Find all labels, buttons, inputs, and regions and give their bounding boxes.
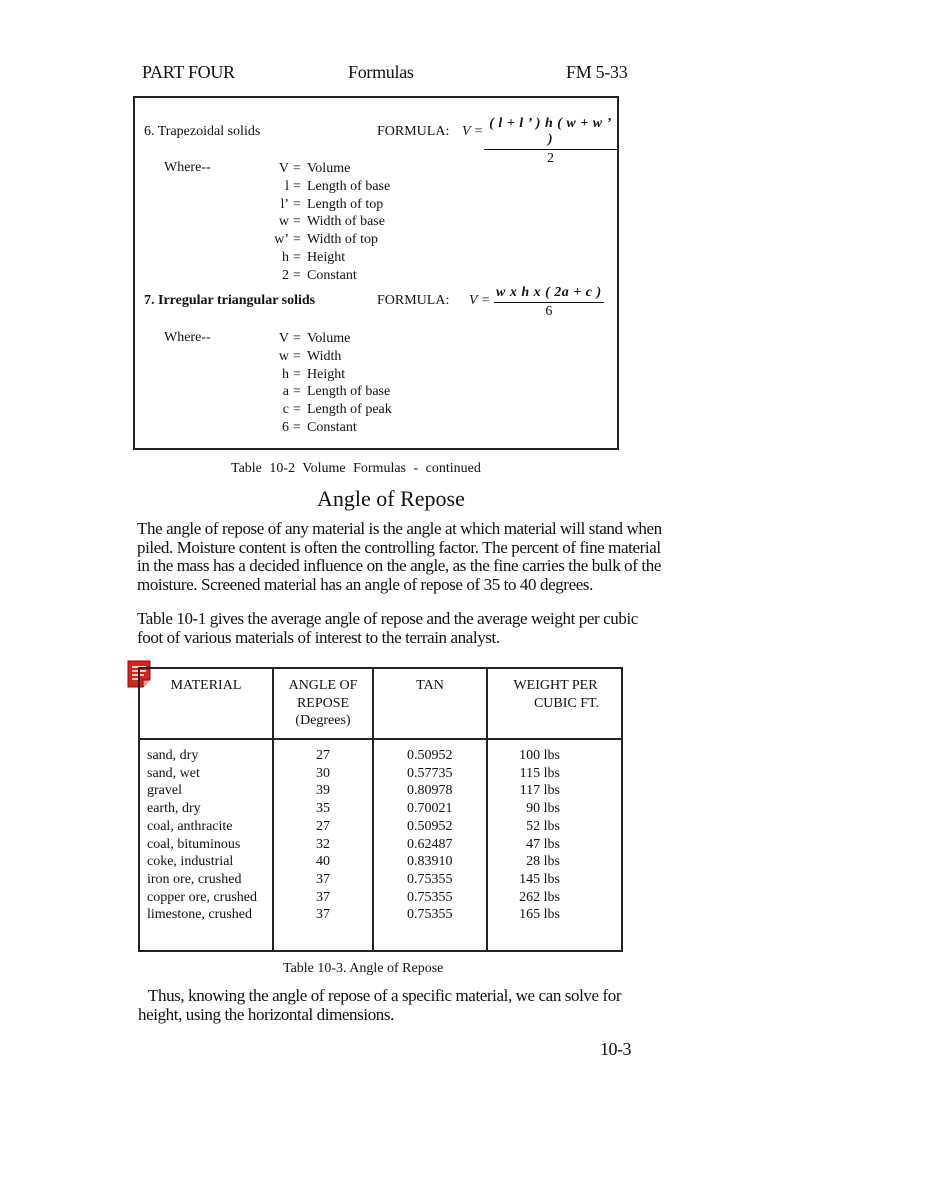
definition-row <box>274 231 390 249</box>
definition-equals: = <box>293 384 301 400</box>
cell-angle: 37 <box>316 871 330 887</box>
cell-material: earth, dry <box>147 801 201 817</box>
header-weight-line1: WEIGHT PER <box>513 678 598 693</box>
header-tan: TAN <box>416 678 444 693</box>
cell-material: coal, anthracite <box>147 818 233 834</box>
header-angle <box>273 677 373 730</box>
header-title: Formulas <box>348 62 414 82</box>
definition-symbol: l <box>285 178 289 194</box>
table-10-3-caption: Table 10-3. Angle of Repose <box>283 961 444 976</box>
definition-row <box>278 330 392 348</box>
item7-formula-lhs: V = <box>469 293 491 308</box>
item7-formula-label: FORMULA: <box>377 293 450 308</box>
cell-material: coal, bituminous <box>147 836 241 852</box>
item7-numerator: w x h x ( 2a + c ) <box>494 285 604 303</box>
cell-tan: 0.80978 <box>407 783 453 799</box>
item7-where: Where-- <box>164 330 211 345</box>
header-angle-line2: REPOSE <box>296 695 350 711</box>
definition-text: Constant <box>307 267 357 283</box>
definition-equals: = <box>293 178 301 194</box>
cell-material: sand, wet <box>147 765 200 781</box>
cell-tan: 0.62487 <box>407 836 453 852</box>
cell-weight: 165 lbs <box>519 907 560 923</box>
definition-text: Volume <box>307 161 351 176</box>
item6-fraction <box>484 116 617 167</box>
cell-angle: 39 <box>316 783 330 799</box>
definition-symbol: V <box>278 331 289 346</box>
angle-of-repose-table <box>138 667 623 952</box>
cell-material: limestone, crushed <box>147 907 252 923</box>
definition-equals: = <box>293 232 301 248</box>
cell-weight: 52 lbs <box>526 818 560 834</box>
cell-weight: 28 lbs <box>526 854 560 870</box>
cell-angle: 27 <box>316 818 330 834</box>
item7-fraction <box>494 285 604 320</box>
closing-line: Thus, knowing the angle of repose of a specific material, we can solve for <box>148 986 622 1005</box>
definition-equals: = <box>293 402 301 418</box>
cell-angle: 35 <box>316 801 330 817</box>
header-part: PART FOUR <box>142 62 235 82</box>
definition-symbol: w <box>278 348 289 364</box>
definition-symbol: 2 <box>282 267 289 283</box>
section-title: Angle of Repose <box>317 486 465 511</box>
table-10-2-caption: Table 10-2 Volume Formulas - continued <box>231 461 481 476</box>
definition-equals: = <box>293 196 301 212</box>
definition-equals: = <box>293 331 301 346</box>
cell-weight: 115 lbs <box>519 765 560 781</box>
definition-equals: = <box>293 161 301 176</box>
para2-line: Table 10-1 gives the average angle of repose and the average weight per cubic <box>137 609 638 628</box>
cell-tan: 0.75355 <box>407 871 453 887</box>
definition-symbol: h <box>282 366 289 382</box>
definition-text: Height <box>307 366 346 382</box>
item6-title: 6. Trapezoidal solids <box>144 124 261 139</box>
definition-row <box>282 401 392 419</box>
definition-symbol: w’ <box>274 232 289 248</box>
cell-weight: 145 lbs <box>519 871 560 887</box>
definition-row <box>282 383 392 401</box>
definition-row <box>278 213 390 231</box>
header-material: MATERIAL <box>170 678 242 693</box>
cell-angle: 40 <box>316 854 330 870</box>
definition-text: Width of top <box>307 232 378 248</box>
definition-symbol: a <box>282 384 289 400</box>
cell-tan: 0.83910 <box>407 854 453 870</box>
definition-equals: = <box>293 267 301 283</box>
definition-equals: = <box>293 366 301 382</box>
cell-angle: 32 <box>316 836 330 852</box>
para1-line: piled. Moisture content is often the controlling factor. The percent of fine material <box>137 537 661 557</box>
cell-tan: 0.70021 <box>407 801 453 817</box>
para1-line: in the mass has a decided influence on the angle, as the fine carries the bulk of the <box>137 556 661 575</box>
cell-tan: 0.50952 <box>407 748 453 763</box>
definition-equals: = <box>293 249 301 265</box>
definition-text: Height <box>307 249 346 265</box>
definition-symbol: l’ <box>280 196 289 212</box>
column-material <box>147 747 257 924</box>
item6-definitions <box>274 160 391 285</box>
cell-angle: 37 <box>316 907 330 923</box>
definition-row <box>280 196 390 214</box>
definition-symbol: h <box>282 249 289 265</box>
definition-symbol: w <box>278 214 289 230</box>
definition-text: Volume <box>307 331 351 346</box>
definition-row <box>285 178 391 196</box>
column-weight <box>500 747 560 924</box>
para1-line: The angle of repose of any material is the angle at which material will stand when <box>137 519 662 538</box>
header-angle-line3: (Degrees) <box>295 713 351 728</box>
cell-tan: 0.75355 <box>407 889 453 905</box>
header-manual: FM 5-33 <box>566 62 628 82</box>
cell-weight: 47 lbs <box>526 836 560 852</box>
page-number: 10-3 <box>600 1039 631 1059</box>
cell-angle: 30 <box>316 765 330 781</box>
para2-line: foot of various materials of interest to the terrain analyst. <box>137 627 500 647</box>
item6-formula-label: FORMULA: <box>377 124 450 139</box>
definition-equals: = <box>293 214 301 230</box>
closing-paragraph <box>138 987 621 1024</box>
header-angle-line1: ANGLE OF <box>288 678 358 693</box>
definition-equals: = <box>293 348 301 364</box>
definition-row <box>278 160 390 178</box>
cell-material: gravel <box>147 783 182 799</box>
definition-text: Length of base <box>307 384 391 400</box>
definition-symbol: 6 <box>282 419 289 435</box>
cell-tan: 0.57735 <box>407 765 453 781</box>
closing-line: height, using the horizontal dimensions. <box>138 1004 394 1024</box>
cell-material: iron ore, crushed <box>147 871 242 887</box>
header-weight-line2: CUBIC FT. <box>533 695 600 711</box>
header-weight <box>488 677 623 712</box>
item7-denominator: 6 <box>545 304 553 319</box>
cell-weight: 117 lbs <box>519 783 560 799</box>
column-tan <box>407 747 453 924</box>
definition-row <box>282 267 390 285</box>
definition-row <box>282 249 390 267</box>
cell-material: sand, dry <box>147 748 199 763</box>
cell-angle: 37 <box>316 889 330 905</box>
definition-text: Width <box>307 348 342 364</box>
item6-formula-lhs: V = <box>462 124 484 139</box>
cell-material: coke, industrial <box>147 854 234 870</box>
cell-tan: 0.50952 <box>407 818 453 834</box>
item6-denominator: 2 <box>547 151 554 166</box>
paragraph-angle-definition <box>137 520 662 594</box>
item7-title: 7. Irregular triangular solids <box>144 293 316 308</box>
cell-weight: 262 lbs <box>519 889 560 905</box>
definition-text: Width of base <box>307 214 385 230</box>
definition-row <box>282 366 392 384</box>
item7-definitions <box>278 330 392 437</box>
cell-angle: 27 <box>316 748 330 763</box>
definition-text: Length of base <box>307 178 391 194</box>
item6-numerator: ( l + l ’ ) h ( w + w ’ ) <box>484 116 617 150</box>
cell-weight: 100 lbs <box>519 748 560 763</box>
definition-symbol: c <box>282 402 289 418</box>
cell-weight: 90 lbs <box>526 801 560 817</box>
cell-material: copper ore, crushed <box>147 889 258 905</box>
item6-where: Where-- <box>164 160 211 175</box>
cell-tan: 0.75355 <box>407 907 453 923</box>
definition-text: Length of peak <box>307 402 392 418</box>
paragraph-table-reference <box>137 610 638 647</box>
definition-text: Length of top <box>307 196 384 212</box>
definition-text: Constant <box>307 419 357 435</box>
column-angle <box>273 747 373 924</box>
formula-box <box>133 96 619 450</box>
definition-equals: = <box>293 419 301 435</box>
definition-row <box>278 348 392 366</box>
para1-line: moisture. Screened material has an angle of repose of 35 to 40 degrees. <box>137 574 593 594</box>
definition-symbol: V <box>278 161 289 176</box>
definition-row <box>282 419 392 437</box>
